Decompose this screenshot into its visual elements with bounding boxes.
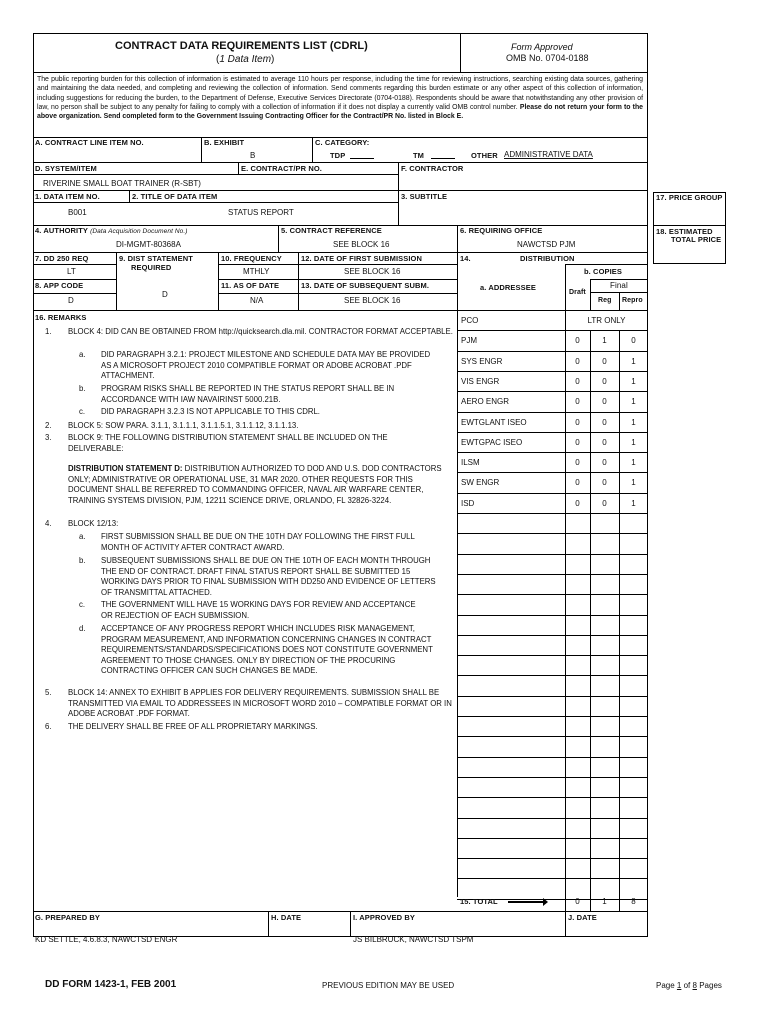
approved-by-value: JS BILBRUCK, NAWCTSD TSPM xyxy=(353,935,474,944)
distribution-repro: 0 xyxy=(631,336,636,345)
label-remarks: 16. REMARKS xyxy=(35,313,87,322)
page-counter: Page 1 of 8 Pages xyxy=(656,981,722,990)
label-approved-by: I. APPROVED BY xyxy=(353,913,415,922)
distribution-reg: 0 xyxy=(602,377,607,386)
distribution-reg: 0 xyxy=(602,478,607,487)
distribution-reg: 0 xyxy=(602,357,607,366)
distribution-reg: 0 xyxy=(602,418,607,427)
distribution-draft: 0 xyxy=(575,458,580,467)
total-draft: 0 xyxy=(575,897,580,906)
dd250-value: LT xyxy=(67,267,76,276)
distribution-addressee: ILSM xyxy=(461,458,480,467)
label-subsequent: 13. DATE OF SUBSEQUENT SUBM. xyxy=(301,281,430,290)
distribution-repro: 1 xyxy=(631,438,636,447)
label-as-of-date: 11. AS OF DATE xyxy=(221,281,280,290)
label-data-item: 1. DATA ITEM NO. xyxy=(35,192,100,201)
label-required: REQUIRED xyxy=(131,263,172,272)
distribution-repro: 1 xyxy=(631,377,636,386)
distribution-reg: 0 xyxy=(602,397,607,406)
form-approved: Form Approved xyxy=(511,42,573,52)
distribution-addressee: EWTGLANT ISEO xyxy=(461,418,527,427)
distribution-addressee: SYS ENGR xyxy=(461,357,503,366)
omb-number: OMB No. 0704-0188 xyxy=(506,53,589,63)
distribution-addressee: EWTGPAC ISEO xyxy=(461,438,523,447)
label-clin: A. CONTRACT LINE ITEM NO. xyxy=(35,138,144,147)
label-draft: Draft xyxy=(569,289,586,296)
dist-statement-value: D xyxy=(162,290,168,299)
label-total-price: TOTAL PRICE xyxy=(671,235,722,244)
distribution-reg: 0 xyxy=(602,499,607,508)
requiring-office-value: NAWCTSD PJM xyxy=(517,240,576,249)
distribution-draft: 0 xyxy=(575,438,580,447)
as-of-value: N/A xyxy=(250,296,264,305)
distribution-addressee: PCO xyxy=(461,316,479,325)
distribution-draft: 0 xyxy=(575,336,580,345)
distribution-repro: 1 xyxy=(631,397,636,406)
distribution-reg: 0 xyxy=(602,438,607,447)
contract-ref-value: SEE BLOCK 16 xyxy=(333,240,390,249)
label-14: 14. xyxy=(460,254,471,263)
distribution-addressee: PJM xyxy=(461,336,477,345)
distribution-addressee: SW ENGR xyxy=(461,478,500,487)
system-value: RIVERINE SMALL BOAT TRAINER (R-SBT) xyxy=(43,179,201,188)
distribution-draft: 0 xyxy=(575,357,580,366)
subsequent-value: SEE BLOCK 16 xyxy=(344,296,401,305)
distribution-repro: 1 xyxy=(631,499,636,508)
label-subtitle: 3. SUBTITLE xyxy=(401,192,448,201)
label-requiring-office: 6. REQUIRING OFFICE xyxy=(460,226,543,235)
total-repro: 8 xyxy=(631,897,636,906)
label-tm: TM xyxy=(413,151,425,160)
distribution-addressee: VIS ENGR xyxy=(461,377,500,386)
label-repro: Repro xyxy=(622,297,643,304)
prepared-by-value: KD SETTLE, 4.6.8.3, NAWCTSD ENGR xyxy=(35,935,178,944)
label-total: 15. TOTAL xyxy=(460,897,498,906)
distribution-reg: 1 xyxy=(602,336,607,345)
form-number: DD FORM 1423-1, FEB 2001 xyxy=(45,979,177,990)
label-first-submission: 12. DATE OF FIRST SUBMISSION xyxy=(301,254,423,263)
exhibit-value: B xyxy=(250,151,256,160)
total-arrow-icon xyxy=(508,901,544,903)
label-app-code: 8. APP CODE xyxy=(35,281,84,290)
label-final: Final xyxy=(610,281,628,290)
distribution-addressee: AERO ENGR xyxy=(461,397,510,406)
label-prepared-by: G. PREPARED BY xyxy=(35,913,101,922)
app-code-value: D xyxy=(68,296,74,305)
form-subtitle: (1 Data Item) xyxy=(216,54,275,65)
label-reg: Reg xyxy=(598,297,612,304)
label-other: OTHER xyxy=(471,151,498,160)
label-contract: E. CONTRACT/PR NO. xyxy=(241,164,322,173)
label-contract-ref: 5. CONTRACT REFERENCE xyxy=(281,226,382,235)
first-submission-value: SEE BLOCK 16 xyxy=(344,267,401,276)
category-other-value: ADMINISTRATIVE DATA xyxy=(504,150,593,159)
label-tdp: TDP xyxy=(330,151,346,160)
frequency-value: MTHLY xyxy=(243,267,270,276)
distribution-draft: 0 xyxy=(575,418,580,427)
label-contractor: F. CONTRACTOR xyxy=(401,164,464,173)
burden-statement: The public reporting burden for this collection of information is estimated to average 110 hours per response, including the time for reviewing instructions, searching existing data sources, gathering and maintaining the data needed, and completing and reviewing the collection of information. Send comments regarding this burden estimate or any other aspect of this collection of information, including suggestions for reducing the burden, to the Department of Defense, Executive Services Directorate (0704-0188). Respondents should be aware that notwithstanding any other provision of law, no person shall be subject to any penalty for failing to comply with a collection of information if it does not display a currently valid OMB control number. Please do not return your form to the above organization. Send completed form to the Government Issuing Contracting Officer for the Contract/PR No. listed in Block E. xyxy=(37,76,644,121)
label-dist-statement: 9. DIST STATEMENT xyxy=(119,254,193,263)
distribution-repro: 1 xyxy=(631,478,636,487)
distribution-repro: 1 xyxy=(631,357,636,366)
distribution-draft: 0 xyxy=(575,478,580,487)
distribution-repro: 1 xyxy=(631,418,636,427)
data-item-value: B001 xyxy=(68,208,87,217)
label-j-date: J. DATE xyxy=(568,913,597,922)
label-category: C. CATEGORY: xyxy=(315,138,370,147)
distribution-draft: 0 xyxy=(575,499,580,508)
distribution-reg: 0 xyxy=(602,458,607,467)
label-exhibit: B. EXHIBIT xyxy=(204,138,245,147)
distribution-draft: 0 xyxy=(575,377,580,386)
label-addressee: a. ADDRESSEE xyxy=(480,283,536,292)
previous-edition: PREVIOUS EDITION MAY BE USED xyxy=(322,981,455,990)
title-value: STATUS REPORT xyxy=(228,208,294,217)
label-title: 2. TITLE OF DATA ITEM xyxy=(132,192,218,201)
authority-value: DI-MGMT-80368A xyxy=(116,240,181,249)
label-system: D. SYSTEM/ITEM xyxy=(35,164,97,173)
distribution-repro: 1 xyxy=(631,458,636,467)
label-distribution: DISTRIBUTION xyxy=(520,254,575,263)
distribution-addressee: ISD xyxy=(461,499,475,508)
label-authority: 4. AUTHORITY (Data Acquisition Document No.) xyxy=(35,226,188,235)
form-title: CONTRACT DATA REQUIREMENTS LIST (CDRL) xyxy=(115,40,368,52)
label-copies: b. COPIES xyxy=(584,267,622,276)
label-price-group: 17. PRICE GROUP xyxy=(656,193,723,202)
total-reg: 1 xyxy=(602,897,607,906)
label-estimated: 18. ESTIMATED xyxy=(656,227,713,236)
label-dd250: 7. DD 250 REQ xyxy=(35,254,89,263)
label-frequency: 10. FREQUENCY xyxy=(221,254,282,263)
label-h-date: H. DATE xyxy=(271,913,302,922)
distribution-draft: 0 xyxy=(575,397,580,406)
distribution-note: LTR ONLY xyxy=(587,316,626,325)
